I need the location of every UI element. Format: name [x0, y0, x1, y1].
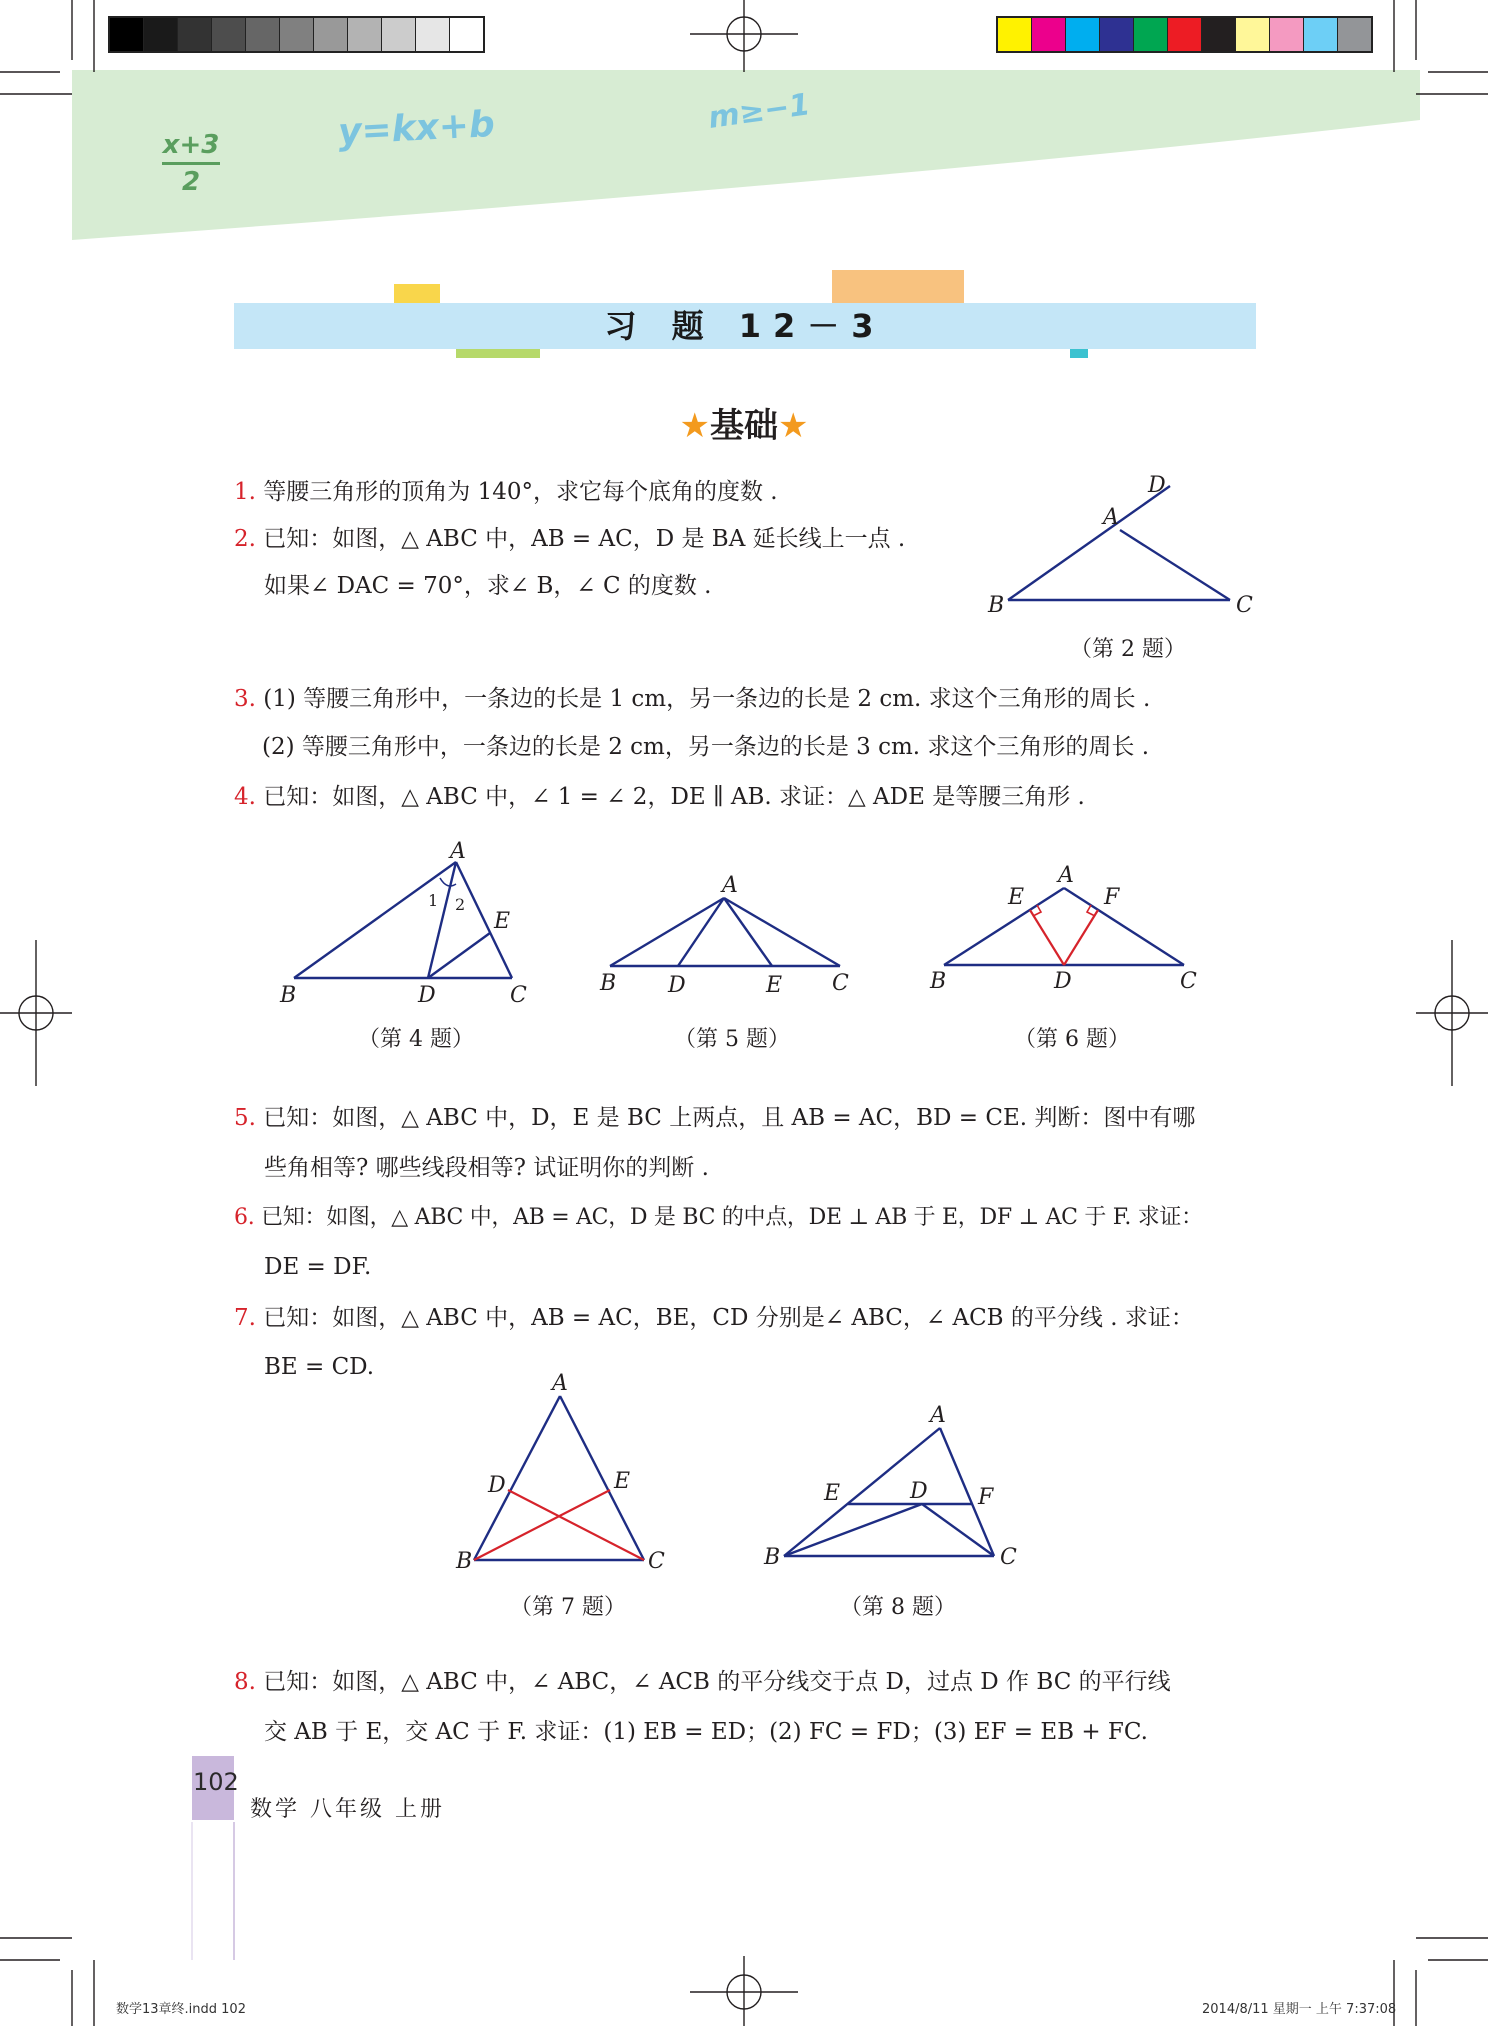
fig2-label-b: B: [988, 593, 1005, 618]
exercise-title: 习 题 12－3: [604, 307, 886, 345]
question-7-line2: BE = CD.: [264, 1354, 375, 1380]
fig5-label-a: A: [722, 873, 738, 898]
fig4-label-c: C: [510, 983, 527, 1008]
formula-inequality: m≥−1: [706, 87, 813, 136]
question-text-line1: 已知：如图，△ ABC 中，AB = AC，D 是 BC 的中点，DE ⊥ AB 于 E，DF ⊥ AC 于 F. 求证：: [261, 1205, 1203, 1230]
fig8-label-f: F: [978, 1485, 994, 1510]
fig5-label-e: E: [766, 973, 783, 998]
question-text-line1: 已知：如图，△ ABC 中，∠ ABC，∠ ACB 的平分线交于点 D，过点 D 作 BC 的平行线: [263, 1669, 1171, 1695]
question-text: 等腰三角形的顶角为 140°，求它每个底角的度数 .: [263, 479, 778, 505]
fig5-label-c: C: [832, 971, 849, 996]
question-text-line1: 已知：如图，△ ABC 中，D，E 是 BC 上两点，且 AB = AC，BD = CE. 判断：图中有哪: [263, 1105, 1196, 1131]
color-swatch: [998, 18, 1032, 51]
question-number: 3.: [234, 686, 256, 712]
fig8-label-a: A: [930, 1403, 946, 1428]
color-swatch: [1066, 18, 1100, 51]
gray-swatch: [450, 18, 483, 51]
gray-swatch: [416, 18, 450, 51]
fig8-label-d: D: [910, 1479, 928, 1504]
question-7: [234, 1303, 1194, 1333]
gray-swatch: [314, 18, 348, 51]
star-icon: ★: [778, 406, 809, 446]
color-swatch: [1168, 18, 1202, 51]
page-number-box: [192, 1756, 239, 1820]
fig6-label-f: F: [1104, 885, 1120, 910]
question-5: [234, 1103, 1195, 1133]
registration-target-top: [690, 0, 798, 72]
fig6-label-b: B: [930, 969, 947, 994]
gray-swatch: [144, 18, 178, 51]
print-timestamp: 2014/8/11 星期一 上午 7:37:08: [1202, 2002, 1397, 2017]
color-swatch: [1134, 18, 1168, 51]
registration-target-right: [1416, 940, 1488, 1086]
fig4-label-a: A: [450, 839, 466, 864]
question-number: 8.: [234, 1669, 256, 1695]
question-3: [234, 684, 1150, 714]
orange-tag: [832, 270, 964, 303]
question-2: [234, 524, 905, 554]
color-swatch-row: [996, 16, 1373, 53]
question-number: 7.: [234, 1305, 256, 1331]
fig2-label-a: A: [1103, 505, 1119, 530]
question-6: [234, 1203, 1203, 1233]
fig7-label-e: E: [614, 1469, 631, 1494]
fig2-label-d: D: [1148, 473, 1166, 498]
fig4-label-e: E: [494, 909, 511, 934]
formula-linear: y=kx+b: [337, 103, 496, 154]
question-text-line1: 已知：如图，△ ABC 中，AB = AC，BE，CD 分别是∠ ABC，∠ ACB 的平分线 . 求证：: [263, 1305, 1194, 1331]
registration-target-bottom: [690, 1956, 798, 2026]
question-number: 1.: [234, 479, 256, 505]
fig7-label-c: C: [648, 1549, 665, 1574]
question-number: 4.: [234, 784, 256, 810]
fig7-label-b: B: [456, 1549, 473, 1574]
color-swatch: [1202, 18, 1236, 51]
color-swatch: [1032, 18, 1066, 51]
page-number: 102: [193, 1768, 239, 1796]
question-5-line2: 些角相等? 哪些线段相等? 试证明你的判断 .: [264, 1155, 709, 1181]
gray-swatch: [382, 18, 416, 51]
formula-fraction-bottom: 2: [181, 167, 201, 197]
question-4: [234, 782, 1085, 812]
fig8-label-c: C: [1000, 1545, 1017, 1570]
fig6-label-e: E: [1008, 885, 1025, 910]
question-1: [234, 477, 778, 507]
fig8-label-b: B: [764, 1545, 781, 1570]
question-text-line1: 已知：如图，△ ABC 中，AB = AC，D 是 BA 延长线上一点 .: [263, 526, 906, 552]
caption-fig4: （第 4 题）: [358, 1027, 474, 1052]
gray-swatch: [110, 18, 144, 51]
fig7-label-d: D: [488, 1473, 506, 1498]
question-3-line2: (2) 等腰三角形中，一条边的长是 2 cm，另一条边的长是 3 cm. 求这个三角形的周长 .: [262, 734, 1150, 760]
fig5-label-b: B: [600, 971, 617, 996]
question-text-line1: (1) 等腰三角形中，一条边的长是 1 cm，另一条边的长是 2 cm. 求这个三角形的周长 .: [263, 686, 1151, 712]
fig2-label-c: C: [1236, 593, 1253, 618]
fig4-label-d: D: [418, 983, 436, 1008]
question-number: 5.: [234, 1105, 256, 1131]
question-8: [234, 1667, 1171, 1697]
caption-fig8: （第 8 题）: [840, 1595, 956, 1620]
question-number: 2.: [234, 526, 256, 552]
question-6-line2: DE = DF.: [264, 1254, 372, 1280]
color-swatch: [1100, 18, 1134, 51]
crop-marks-bottom-left: [0, 1938, 94, 2026]
section-label: 基础: [710, 406, 778, 446]
gray-swatch: [212, 18, 246, 51]
gray-swatch: [280, 18, 314, 51]
fig6-label-d: D: [1054, 969, 1072, 994]
caption-fig7: （第 7 题）: [510, 1595, 626, 1620]
gray-swatch: [178, 18, 212, 51]
color-swatch: [1270, 18, 1304, 51]
fig4-label-2: 2: [455, 895, 466, 914]
formula-fraction-top: x+3: [162, 130, 220, 160]
star-icon: ★: [679, 406, 710, 446]
gray-swatch: [348, 18, 382, 51]
registration-target-left: [0, 940, 72, 1086]
fig7-label-a: A: [552, 1371, 568, 1396]
question-text: 已知：如图，△ ABC 中，∠ 1 = ∠ 2，DE ∥ AB. 求证：△ ADE 是等腰三角形 .: [263, 784, 1085, 810]
fig4-label-1: 1: [428, 891, 439, 910]
file-info: 数学13章终.indd 102: [116, 2002, 246, 2017]
fig5-label-d: D: [668, 973, 686, 998]
color-swatch: [1236, 18, 1270, 51]
color-swatch: [1304, 18, 1338, 51]
caption-fig5: （第 5 题）: [674, 1027, 790, 1052]
fig6-label-a: A: [1058, 863, 1074, 888]
book-title: 数学 八年级 上册: [250, 1797, 445, 1822]
question-number: 6.: [234, 1205, 255, 1230]
question-2-line2: 如果∠ DAC = 70°，求∠ B，∠ C 的度数 .: [264, 573, 712, 599]
fig6-label-c: C: [1180, 969, 1197, 994]
gray-swatch-row: [108, 16, 485, 53]
caption-fig2: （第 2 题）: [1070, 637, 1186, 662]
formula-fraction: [156, 130, 226, 197]
fig8-label-e: E: [824, 1481, 841, 1506]
crop-marks-bottom-right: [1394, 1938, 1488, 2026]
question-8-line2: 交 AB 于 E，交 AC 于 F. 求证：(1) EB = ED；(2) FC = FD；(3) EF = EB + FC.: [264, 1719, 1148, 1745]
fig4-label-b: B: [280, 983, 297, 1008]
color-swatch: [1338, 18, 1371, 51]
gray-swatch: [246, 18, 280, 51]
caption-fig6: （第 6 题）: [1014, 1027, 1130, 1052]
section-heading: [0, 398, 1488, 447]
